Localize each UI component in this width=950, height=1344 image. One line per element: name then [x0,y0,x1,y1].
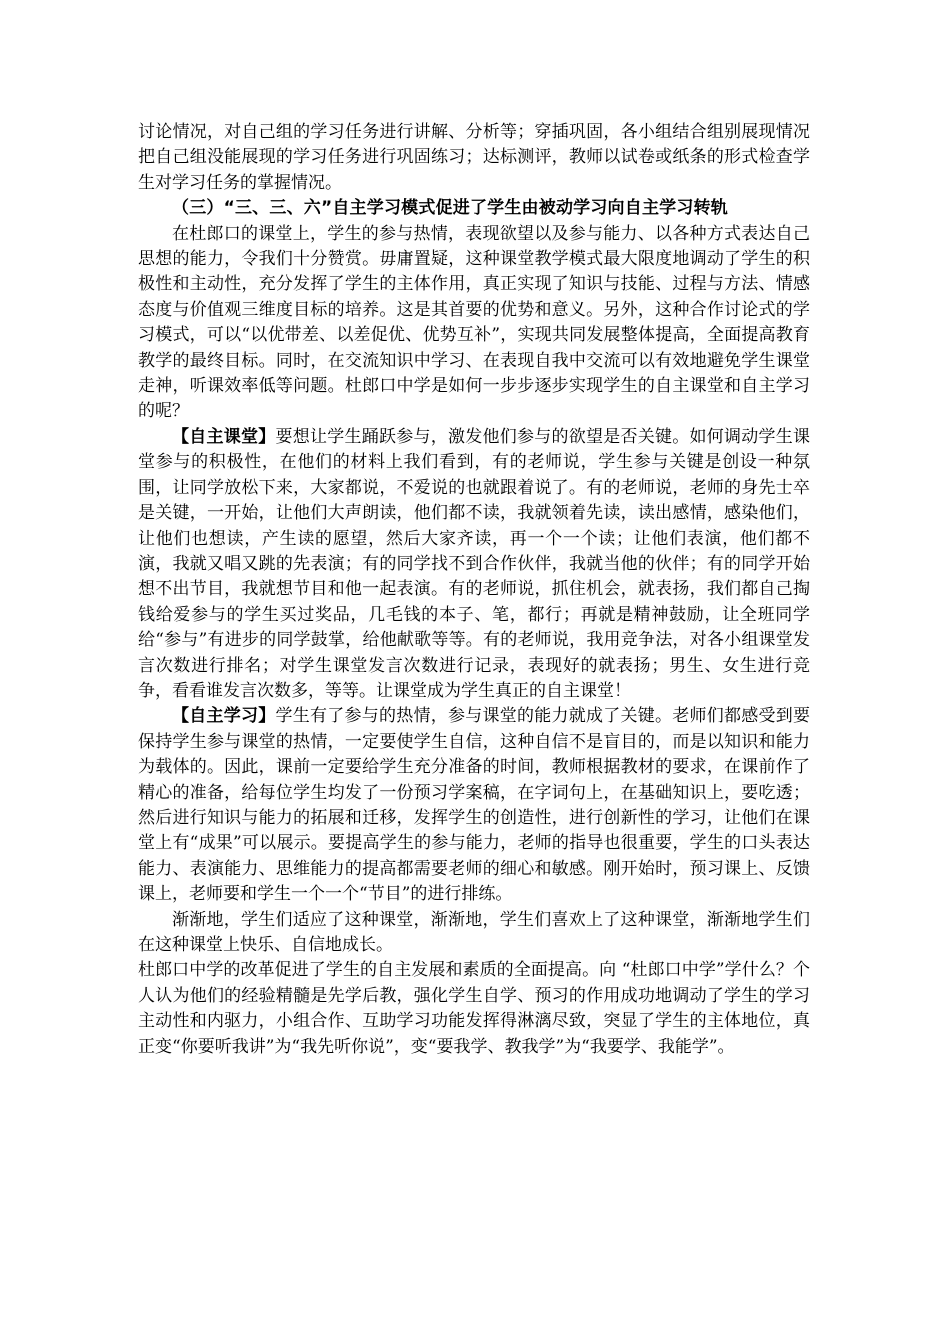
document-page [138,120,810,1060]
paragraph-gradually: 渐渐地，学生们适应了这种课堂，渐渐地，学生们喜欢上了这种课堂，渐渐地学生们在这种课堂上快乐、自信地成长。 [138,909,810,955]
paragraph-intro: 在杜郎口的课堂上，学生的参与热情，表现欲望以及参与能力、以各种方式表达自己思想的能力，令我们十分赞赏。毋庸置疑，这种课堂教学模式最大限度地调动了学生的积极性和主动性，充分发挥了学生的主体作用，真正实现了知识与技能、过程与方法、情感态度与价值观三维度目标的培养。这是其首要的优势和意义。另外，这种合作讨论式的学习模式，可以“以优带差、以差促优、优势互补”，实现共同发展整体提高，全面提高教育教学的最终目标。同时，在交流知识中学习、在表现自我中交流可以有效地避免学生课堂走神，听课效率低等问题。杜郎口中学是如何一步步逐步实现学生的自主课堂和自主学习的呢？ [138,223,810,422]
text-autonomous-class: 要想让学生踊跃参与，激发他们参与的欲望是否关键。如何调动学生课堂参与的积极性，在他们的材料上我们看到，有的老师说，学生参与关键是创设一种氛围，让同学放松下来，大家都说，不爱说的也就跟着说了。有的老师说，老师的身先士卒是关键，一开始，让他们大声朗读，他们都不读，我就领着先读，读出感情，感染他们，让他们也想读，产生读的愿望，然后大家齐读，再一个一个读；让他们表演，他们都不演，我就又唱又跳的先表演；有的同学找不到合作伙伴，我就当他的伙伴；有的同学开始想不出节目，我就想节目和他一起表演。有的老师说，抓住机会，就表扬，我们都自己掏钱给爱参与的学生买过奖品，几毛钱的本子、笔，都行；再就是精神鼓励，让全班同学给“参与”有进步的同学鼓掌，给他献歌等等。有的老师说，我用竞争法，对各小组课堂发言次数进行排名；对学生课堂发言次数进行记录，表现好的就表扬；男生、女生进行竞争，看看谁发言次数多，等等。让课堂成为学生真正的自主课堂！ [138,426,810,701]
lead-autonomous-study: 【自主学习】 [172,706,276,727]
paragraph-autonomous-study [138,704,810,907]
text-autonomous-study: 学生有了参与的热情，参与课堂的能力就成了关键。老师们都感受到要保持学生参与课堂的热情，一定要使学生自信，这种自信不是盲目的，而是以知识和能力为载体的。因此，课前一定要给学生充分准备的时间，教师根据教材的要求，在课前作了精心的准备，给每位学生均发了一份预习学案稿，在字词句上，在基础知识上，要吃透；然后进行知识与能力的拓展和迁移，发挥学生的创造性，进行创新性的学习，让他们在课堂上有“成果”可以展示。要提高学生的参与能力，老师的指导也很重要，学生的口头表达能力、表演能力、思维能力的提高都需要老师的细心和敏感。刚开始时，预习课上、反馈课上，老师要和学生一个一个“节目”的进行排练。 [138,706,810,905]
paragraph-continued: 讨论情况，对自己组的学习任务进行讲解、分析等；穿插巩固，各小组结合组别展现情况把自己组没能展现的学习任务进行巩固练习；达标测评，教师以试卷或纸条的形式检查学生对学习任务的掌握情况。 [138,122,810,193]
paragraph-conclusion: 杜郎口中学的改革促进了学生的自主发展和素质的全面提高。向 “杜郎口中学”学什么？个人认为他们的经验精髓是先学后教，强化学生自学、预习的作用成功地调动了学生的学习主动性和内驱力，小组合作、互助学习功能发挥得淋漓尽致，突显了学生的主体地位，真正变“你要听我讲”为“我先听你说”，变“要我学、教我学”为“我要学、我能学”。 [138,960,810,1057]
lead-autonomous-class: 【自主课堂】 [172,426,276,447]
paragraph-autonomous-class [138,425,810,704]
section-heading: （三）“三、三、六”自主学习模式促进了学生由被动学习向自主学习转轨 [172,198,728,219]
